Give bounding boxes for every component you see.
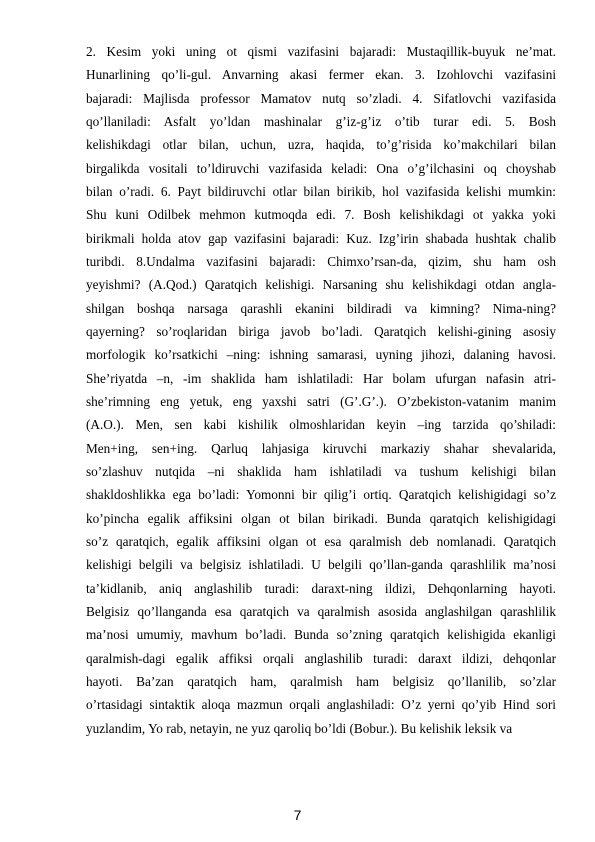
text-line: morfologik ko’rsatkichi –ning: ishning samarasi, uyning jihozi, dalaning havosi. <box>86 347 556 363</box>
text-line: ma’nosi umumiy, mavhum bo’ladi. Bunda so’zning qaratqich kelishigida ekanligi <box>86 627 556 643</box>
document-body <box>86 40 556 740</box>
text-line: 2. Kesim yoki uning ot qismi vazifasini bajaradi: Mustaqillik-buyuk ne’mat. <box>86 44 556 59</box>
text-line: hayoti. Ba’zan qaratqich ham, qaralmish ham belgisiz qo’llanilib, so’zlar <box>86 673 556 689</box>
text-line: bilan o’radi. 6. Payt bildiruvchi otlar bilan birikib, hol vazifasida kelishi mumkin: <box>86 183 556 199</box>
text-line: shilgan boshqa narsaga qarashli ekanini bildiradi va kimning? Nima-ning? <box>86 300 556 316</box>
text-line: o’rtasidagi sintaktik aloqa mazmun orqali anglashiladi: O’z yerni qo’yib Hind sori <box>86 697 556 713</box>
text-line: kelishikdagi otlar bilan, uchun, uzra, haqida, to’g’risida ko’makchilari bilan <box>86 137 556 153</box>
text-line: ko’pincha egalik affiksini olgan ot bilan birikadi. Bunda qaratqich kelishigidagi <box>86 510 556 526</box>
text-line: birgalikda vositali to’ldiruvchi vazifasida keladi: Ona o’g’ilchasini oq choyshab <box>86 160 556 176</box>
text-line: Men+ing, sen+ing. Qarluq lahjasiga kiruvchi markaziy shahar shevalarida, <box>86 440 556 456</box>
text-line: so’zlashuv nutqida –ni shaklida ham ishlatiladi va tushum kelishigi bilan <box>86 463 556 479</box>
text-line: shakldoshlikka ega bo’ladi: Yomonni bir qilig’i ortiq. Qaratqich kelishigidagi so’z <box>86 487 556 503</box>
text-line: qayerning? so’roqlaridan biriga javob bo’ladi. Qaratqich kelishi-gining asosiy <box>86 323 556 339</box>
text-line: Hunarlining qo’li-gul. Anvarning akasi fermer ekan. 3. Izohlovchi vazifasini <box>86 67 556 83</box>
text-line: qaralmish-dagi egalik affiksi orqali anglashilib turadi: daraxt ildizi, dehqonlar <box>86 650 556 666</box>
text-line: She’riyatda –n, -im shaklida ham ishlatiladi: Har bolam ufurgan nafasin atri- <box>86 370 556 386</box>
text-line: (A.O.). Men, sen kabi kishilik olmoshlaridan keyin –ing tarzida qo’shiladi: <box>86 417 556 433</box>
text-line: Shu kuni Odilbek mehmon kutmoqda edi. 7. Bosh kelishikdagi ot yakka yoki <box>86 207 556 223</box>
text-line: so’z qaratqich, egalik affiksini olgan ot esa qaralmish deb nomlanadi. Qaratqich <box>86 533 556 549</box>
text-line: she’rimning eng yetuk, eng yaxshi satri (G’.G’.). O’zbekiston-vatanim manim <box>86 393 556 409</box>
text-line: bajaradi: Majlisda professor Mamatov nutq so’zladi. 4. Sifatlovchi vazifasida <box>86 90 556 106</box>
page-number: 7 <box>293 807 302 823</box>
text-line: kelishigi belgili va belgisiz ishlatiladi. U belgili qo’llan-ganda qarashlilik ma’nosi <box>86 557 556 573</box>
text-line: qo’llaniladi: Asfalt yo’ldan mashinalar g’iz-g’iz o’tib turar edi. 5. Bosh <box>86 113 556 129</box>
text-line: Belgisiz qo’llanganda esa qaratqich va qaralmish asosida anglashilgan qarashlilik <box>86 603 556 619</box>
text-line: ta’kidlanib, aniq anglashilib turadi: daraxt-ning ildizi, Dehqonlarning hayoti. <box>86 580 556 596</box>
text-line: yeyishmi? (A.Qod.) Qaratqich kelishigi. Narsaning shu kelishikdagi otdan angla- <box>86 277 556 293</box>
text-line: birikmali holda atov gap vazifasini bajaradi: Kuz. Izg’irin shabada hushtak chalib <box>86 230 556 246</box>
text-line: yuzlandim, Yo rab, netayin, ne yuz qaroliq bo’ldi (Bobur.). Bu kelishik leksik va <box>86 720 513 736</box>
text-line: turibdi. 8.Undalma vazifasini bajaradi: Chimxo’rsan-da, qizim, shu ham osh <box>86 253 556 269</box>
